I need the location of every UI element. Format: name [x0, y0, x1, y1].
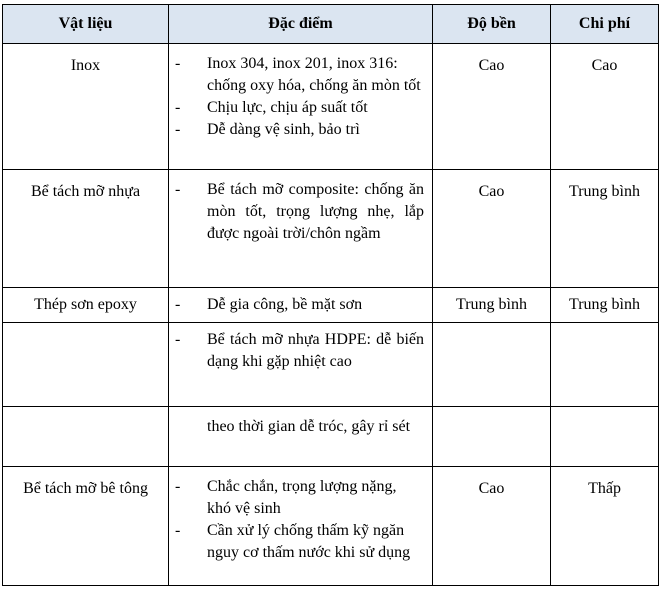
header-features: Đặc điểm	[169, 5, 433, 44]
table-row	[3, 467, 659, 586]
table-row	[3, 323, 659, 407]
material-cell	[3, 323, 169, 407]
table-row	[3, 288, 659, 323]
cost-cell	[551, 323, 659, 407]
durability-cell: Trung bình	[433, 288, 551, 323]
feature-item: - Chịu lực, chịu áp suất tốt	[175, 97, 424, 119]
material-cell: Bể tách mỡ bê tông	[3, 467, 169, 586]
cost-cell	[551, 407, 659, 467]
features-cell	[169, 288, 433, 323]
cost-cell: Trung bình	[551, 288, 659, 323]
table-row	[3, 170, 659, 288]
header-material: Vật liệu	[3, 5, 169, 44]
features-cell	[169, 44, 433, 170]
cost-cell: Thấp	[551, 467, 659, 586]
feature-item: - Cần xử lý chống thấm kỹ ngăn nguy cơ thấm nước khi sử dụng	[175, 520, 424, 564]
feature-item: - Bể tách mỡ nhựa HDPE: dễ biến dạng khi gặp nhiệt cao	[175, 329, 424, 373]
features-cell	[169, 170, 433, 288]
header-durability: Độ bền	[433, 5, 551, 44]
material-cell: Inox	[3, 44, 169, 170]
durability-cell	[433, 407, 551, 467]
features-cell	[169, 323, 433, 407]
features-cell	[169, 407, 433, 467]
material-cell: Thép sơn epoxy	[3, 288, 169, 323]
table-row	[3, 44, 659, 170]
header-cost: Chi phí	[551, 5, 659, 44]
material-cell: Bể tách mỡ nhựa	[3, 170, 169, 288]
feature-item: - Inox 304, inox 201, inox 316: chống oxy hóa, chống ăn mòn tốt	[175, 53, 424, 97]
features-cell	[169, 467, 433, 586]
feature-item: - Bể tách mỡ composite: chống ăn mòn tốt, trọng lượng nhẹ, lắp được ngoài trời/chôn ngầm	[175, 179, 424, 245]
durability-cell: Cao	[433, 170, 551, 288]
durability-cell	[433, 323, 551, 407]
feature-item: - Dễ gia công, bề mặt sơn	[175, 294, 424, 316]
feature-item: - Chắc chắn, trọng lượng nặng, khó vệ sinh	[175, 476, 424, 520]
feature-note: theo thời gian dễ tróc, gây rỉ sét	[207, 418, 411, 435]
feature-item: - Dễ dàng vệ sinh, bảo trì	[175, 119, 424, 141]
durability-cell: Cao	[433, 44, 551, 170]
cost-cell: Trung bình	[551, 170, 659, 288]
materials-table	[2, 4, 659, 586]
durability-cell: Cao	[433, 467, 551, 586]
material-cell	[3, 407, 169, 467]
header-row	[3, 5, 659, 44]
cost-cell: Cao	[551, 44, 659, 170]
table-row	[3, 407, 659, 467]
